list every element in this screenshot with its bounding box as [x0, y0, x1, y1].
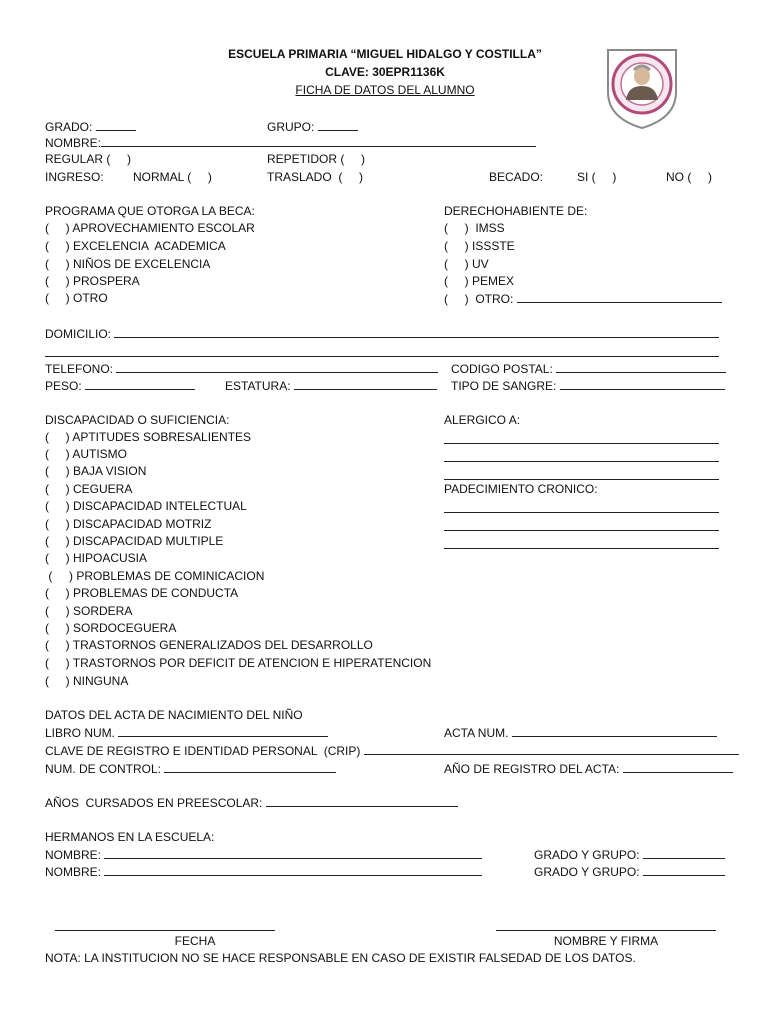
discapacidad-option[interactable]: ( ) HIPOACUSIA: [45, 551, 148, 565]
becado-no-checkbox[interactable]: NO ( ): [666, 170, 712, 184]
fecha-line[interactable]: [55, 930, 275, 931]
hermano-grado-grupo-field[interactable]: GRADO Y GRUPO:: [534, 864, 725, 879]
hermano-nombre-field[interactable]: NOMBRE:: [45, 864, 482, 879]
nombre-firma-label: NOMBRE Y FIRMA: [553, 934, 659, 948]
preescolar-field[interactable]: AÑOS CURSADOS EN PREESCOLAR:: [45, 795, 458, 810]
padecimiento-label: PADECIMIENTO CRONICO:: [444, 482, 598, 496]
derecho-otro-field[interactable]: ( ) OTRO:: [444, 291, 722, 306]
school-clave: CLAVE: 30EPR1136K: [325, 65, 445, 79]
discapacidad-option[interactable]: ( ) TRASTORNOS GENERALIZADOS DEL DESARROLLO: [45, 638, 373, 652]
nota-text: NOTA: LA INSTITUCION NO SE HACE RESPONSABLE EN CASO DE EXISTIR FALSEDAD DE LOS DATOS.: [45, 951, 636, 965]
discapacidad-option[interactable]: ( ) DISCAPACIDAD MOTRIZ: [45, 517, 212, 531]
hermanos-heading: HERMANOS EN LA ESCUELA:: [45, 830, 215, 844]
normal-checkbox[interactable]: NORMAL ( ): [133, 170, 212, 184]
grado-field[interactable]: GRADO:: [45, 119, 136, 134]
fecha-label: FECHA: [174, 934, 216, 948]
padecimiento-line[interactable]: [444, 512, 719, 513]
derecho-option[interactable]: ( ) UV: [444, 257, 489, 271]
school-name: ESCUELA PRIMARIA “MIGUEL HIDALGO Y COSTILLA”: [228, 47, 542, 61]
acta-num-field[interactable]: ACTA NUM.: [444, 725, 717, 740]
discapacidad-option[interactable]: ( ) APTITUDES SOBRESALIENTES: [45, 430, 252, 444]
alergico-label: ALERGICO A:: [444, 413, 521, 427]
discapacidad-option[interactable]: ( ) AUTISMO: [45, 447, 128, 461]
telefono-field[interactable]: TELEFONO:: [45, 361, 438, 376]
acta-heading: DATOS DEL ACTA DE NACIMIENTO DEL NIÑO: [45, 708, 303, 722]
beca-heading: PROGRAMA QUE OTORGA LA BECA:: [45, 204, 255, 218]
domicilio-field[interactable]: DOMICILIO:: [45, 326, 719, 341]
tipo-sangre-field[interactable]: TIPO DE SANGRE:: [451, 378, 725, 393]
alergico-line[interactable]: [444, 443, 719, 444]
becado-label: BECADO:: [489, 170, 544, 184]
discapacidad-option[interactable]: ( ) DISCAPACIDAD MULTIPLE: [45, 534, 224, 548]
discapacidad-heading: DISCAPACIDAD O SUFICIENCIA:: [45, 413, 230, 427]
repetidor-checkbox[interactable]: REPETIDOR ( ): [267, 152, 366, 166]
beca-option[interactable]: ( ) APROVECHAMIENTO ESCOLAR: [45, 221, 255, 235]
form-title: FICHA DE DATOS DEL ALUMNO: [295, 83, 475, 97]
discapacidad-option[interactable]: ( ) SORDERA: [45, 604, 133, 618]
num-control-field[interactable]: NUM. DE CONTROL:: [45, 761, 336, 776]
ingreso-label: INGRESO:: [45, 170, 104, 184]
alergico-line[interactable]: [444, 479, 719, 480]
domicilio-line-2[interactable]: [45, 356, 719, 357]
crip-field[interactable]: CLAVE DE REGISTRO E IDENTIDAD PERSONAL (CRIP): [45, 743, 739, 758]
grupo-field[interactable]: GRUPO:: [267, 119, 358, 134]
estatura-field[interactable]: ESTATURA:: [225, 378, 437, 393]
traslado-checkbox[interactable]: TRASLADO ( ): [267, 170, 364, 184]
beca-option[interactable]: ( ) OTRO: [45, 291, 108, 305]
padecimiento-line[interactable]: [444, 548, 719, 549]
derecho-option[interactable]: ( ) ISSSTE: [444, 239, 515, 253]
discapacidad-option[interactable]: ( ) SORDOCEGUERA: [45, 621, 177, 635]
peso-field[interactable]: PESO:: [45, 378, 195, 393]
discapacidad-option[interactable]: ( ) DISCAPACIDAD INTELECTUAL: [45, 499, 247, 513]
firma-line[interactable]: [496, 930, 716, 931]
padecimiento-line[interactable]: [444, 530, 719, 531]
hermano-grado-grupo-field[interactable]: GRADO Y GRUPO:: [534, 847, 725, 862]
anio-registro-field[interactable]: AÑO DE REGISTRO DEL ACTA:: [444, 761, 733, 776]
codigo-postal-field[interactable]: CODIGO POSTAL:: [451, 361, 726, 376]
discapacidad-option[interactable]: ( ) PROBLEMAS DE COMINICACION: [45, 569, 265, 583]
school-seal-icon: [604, 44, 680, 130]
discapacidad-option[interactable]: ( ) NINGUNA: [45, 674, 129, 688]
regular-checkbox[interactable]: REGULAR ( ): [45, 152, 132, 166]
beca-option[interactable]: ( ) PROSPERA: [45, 274, 140, 288]
hermano-nombre-field[interactable]: NOMBRE:: [45, 847, 482, 862]
alergico-line[interactable]: [444, 461, 719, 462]
discapacidad-option[interactable]: ( ) CEGUERA: [45, 482, 133, 496]
discapacidad-option[interactable]: ( ) BAJA VISION: [45, 464, 147, 478]
beca-option[interactable]: ( ) NIÑOS DE EXCELENCIA: [45, 257, 211, 271]
libro-num-field[interactable]: LIBRO NUM.: [45, 725, 328, 740]
becado-si-checkbox[interactable]: SI ( ): [577, 170, 617, 184]
derecho-option[interactable]: ( ) IMSS: [444, 221, 505, 235]
discapacidad-option[interactable]: ( ) TRASTORNOS POR DEFICIT DE ATENCION E HIPERATENCION: [45, 656, 432, 670]
discapacidad-option[interactable]: ( ) PROBLEMAS DE CONDUCTA: [45, 586, 239, 600]
derecho-option[interactable]: ( ) PEMEX: [444, 274, 515, 288]
derecho-heading: DERECHOHABIENTE DE:: [444, 204, 588, 218]
nombre-field[interactable]: NOMBRE:: [45, 135, 536, 150]
beca-option[interactable]: ( ) EXCELENCIA ACADEMICA: [45, 239, 226, 253]
